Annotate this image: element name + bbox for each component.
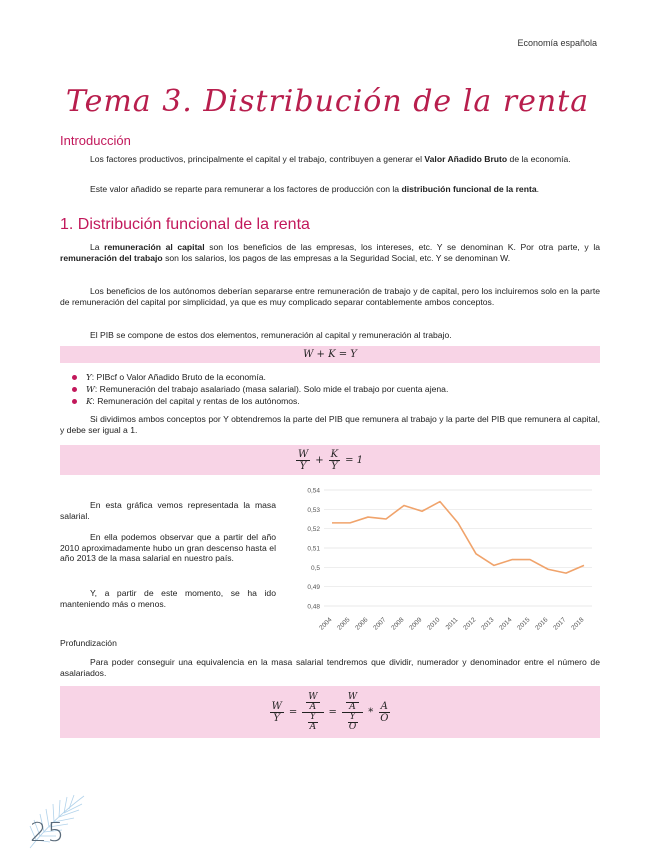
numerator: W xyxy=(306,693,319,703)
list-item xyxy=(60,396,600,408)
y-tick-label: 0,5 xyxy=(311,565,320,572)
formula-1: W + K = Y xyxy=(303,349,357,360)
bold-text: remuneración del trabajo xyxy=(60,253,163,263)
symbol: Y xyxy=(86,373,92,383)
numerator: W xyxy=(346,693,359,703)
header-label: Economía española xyxy=(517,38,597,48)
formula-band-3 xyxy=(60,686,600,738)
symbol: K xyxy=(86,397,92,407)
y-tick-label: 0,53 xyxy=(307,507,320,514)
denominator xyxy=(343,713,362,732)
text: : Remuneración del trabajo asalariado (masa salarial). Solo mide el trabajo por cuenta ajena. xyxy=(95,384,449,394)
bullet-icon xyxy=(72,375,77,380)
section-paragraph-4: Si dividimos ambos conceptos por Y obtendremos la parte del PIB que remunera al trabajo y la parte del PIB que remunera al capital, y debe ser igual a 1. xyxy=(60,414,600,435)
denominator: O xyxy=(378,713,390,724)
fraction xyxy=(302,693,323,732)
x-tick-label: 2009 xyxy=(408,616,423,631)
fraction xyxy=(347,713,358,732)
numerator: Y xyxy=(348,713,358,723)
denominator: O xyxy=(347,723,358,732)
series-line xyxy=(332,502,584,574)
bold-text: remuneración al capital xyxy=(104,242,204,252)
fraction xyxy=(296,449,310,472)
page-title: Tema 3. Distribución de la renta xyxy=(0,84,655,119)
profundizacion-label: Profundización xyxy=(60,638,117,648)
salary-mass-chart xyxy=(290,480,600,640)
text: son los beneficios de las empresas, los intereses, etc. Y se denominan K. Por otra parte, y la xyxy=(205,242,600,252)
bold-text: distribución funcional de la renta xyxy=(401,184,536,194)
denominator: Y xyxy=(329,461,340,472)
denominator: A xyxy=(308,723,319,732)
x-tick-label: 2010 xyxy=(426,616,441,631)
plus-sign: + xyxy=(315,455,323,466)
numerator: K xyxy=(329,449,340,461)
list-item xyxy=(60,372,600,384)
equals-one: = 1 xyxy=(345,455,363,466)
intro-paragraph-1 xyxy=(60,154,600,165)
y-tick-label: 0,54 xyxy=(307,488,320,495)
text: La xyxy=(90,242,104,252)
numerator: A xyxy=(379,701,390,713)
symbol: W xyxy=(86,385,95,395)
numerator xyxy=(302,693,323,713)
x-tick-label: 2015 xyxy=(516,616,531,631)
multiply-sign: * xyxy=(368,707,373,718)
text: Este valor añadido se reparte para remunerar a los factores de producción con la xyxy=(90,184,401,194)
section-heading: 1. Distribución funcional de la renta xyxy=(60,216,310,234)
denominator: Y xyxy=(271,713,282,724)
side-paragraph-2: En ella podemos observar que a partir del año 2010 aproximadamente hubo un gran descenso hasta el año 2013 de la masa salarial en nuestro país. xyxy=(60,532,276,564)
equals-sign: = xyxy=(329,707,337,718)
numerator xyxy=(342,693,363,713)
section-paragraph-2: Los beneficios de los autónomos deberían separarse entre remuneración de trabajo y de capital, pero los incluiremos solo en la parte de remuneración del capital por simplicidad, ya que es muy complicado separar contablemente ambos conceptos. xyxy=(60,286,600,307)
section-paragraph-3: El PIB se compone de estos dos elementos, remuneración al capital y remuneración al trabajo. xyxy=(60,330,600,341)
denominator: A xyxy=(308,703,319,712)
x-tick-label: 2011 xyxy=(445,616,460,631)
page-number: 25 xyxy=(30,818,65,848)
bullet-icon xyxy=(72,399,77,404)
x-tick-label: 2014 xyxy=(498,616,513,631)
text: . xyxy=(537,184,539,194)
x-tick-label: 2008 xyxy=(390,616,405,631)
fraction xyxy=(270,701,284,724)
y-tick-label: 0,51 xyxy=(307,546,320,553)
numerator: W xyxy=(270,701,284,713)
intro-heading: Introducción xyxy=(60,133,131,148)
side-paragraph-1: En esta gráfica vemos representada la masa salarial. xyxy=(60,500,276,521)
text: Los factores productivos, principalmente el capital y el trabajo, contribuyen a generar el xyxy=(90,154,424,164)
x-tick-label: 2016 xyxy=(534,616,549,631)
fraction xyxy=(342,693,363,732)
x-tick-label: 2012 xyxy=(462,616,477,631)
fraction xyxy=(378,701,390,724)
x-tick-label: 2006 xyxy=(354,616,369,631)
section-paragraph-1 xyxy=(60,242,600,263)
bullet-list xyxy=(60,372,600,408)
denominator: A xyxy=(347,703,358,712)
y-tick-label: 0,49 xyxy=(307,584,320,591)
y-tick-label: 0,52 xyxy=(307,526,320,533)
profundizacion-paragraph: Para poder conseguir una equivalencia en la masa salarial tendremos que dividir, numerador y denominador entre el número de asalariados. xyxy=(60,657,600,678)
x-tick-label: 2007 xyxy=(372,616,387,631)
numerator: Y xyxy=(308,713,318,723)
intro-paragraph-2 xyxy=(60,184,600,195)
denominator xyxy=(304,713,323,732)
x-tick-label: 2018 xyxy=(570,616,585,631)
x-tick-label: 2013 xyxy=(480,616,495,631)
text: : PIBcf o Valor Añadido Bruto de la economía. xyxy=(92,372,266,382)
bold-text: Valor Añadido Bruto xyxy=(424,154,507,164)
x-tick-label: 2005 xyxy=(336,616,351,631)
equals-sign: = xyxy=(289,707,297,718)
fraction xyxy=(329,449,340,472)
list-item xyxy=(60,384,600,396)
y-tick-label: 0,48 xyxy=(307,604,320,611)
x-tick-label: 2017 xyxy=(552,616,567,631)
text: : Remuneración del capital y rentas de los autónomos. xyxy=(92,396,299,406)
formula-band-2 xyxy=(60,445,600,475)
bullet-icon xyxy=(72,387,77,392)
fraction xyxy=(346,693,359,712)
text: de la economía. xyxy=(507,154,571,164)
x-tick-label: 2004 xyxy=(318,616,333,631)
fraction xyxy=(308,713,319,732)
numerator: W xyxy=(296,449,310,461)
side-paragraph-3: Y, a partir de este momento, se ha ido manteniendo más o menos. xyxy=(60,588,276,609)
text: son los salarios, los pagos de las empresas a la Seguridad Social, etc. Y se denominan W. xyxy=(163,253,510,263)
fraction xyxy=(306,693,319,712)
formula-band-1 xyxy=(60,346,600,363)
denominator: Y xyxy=(298,461,309,472)
